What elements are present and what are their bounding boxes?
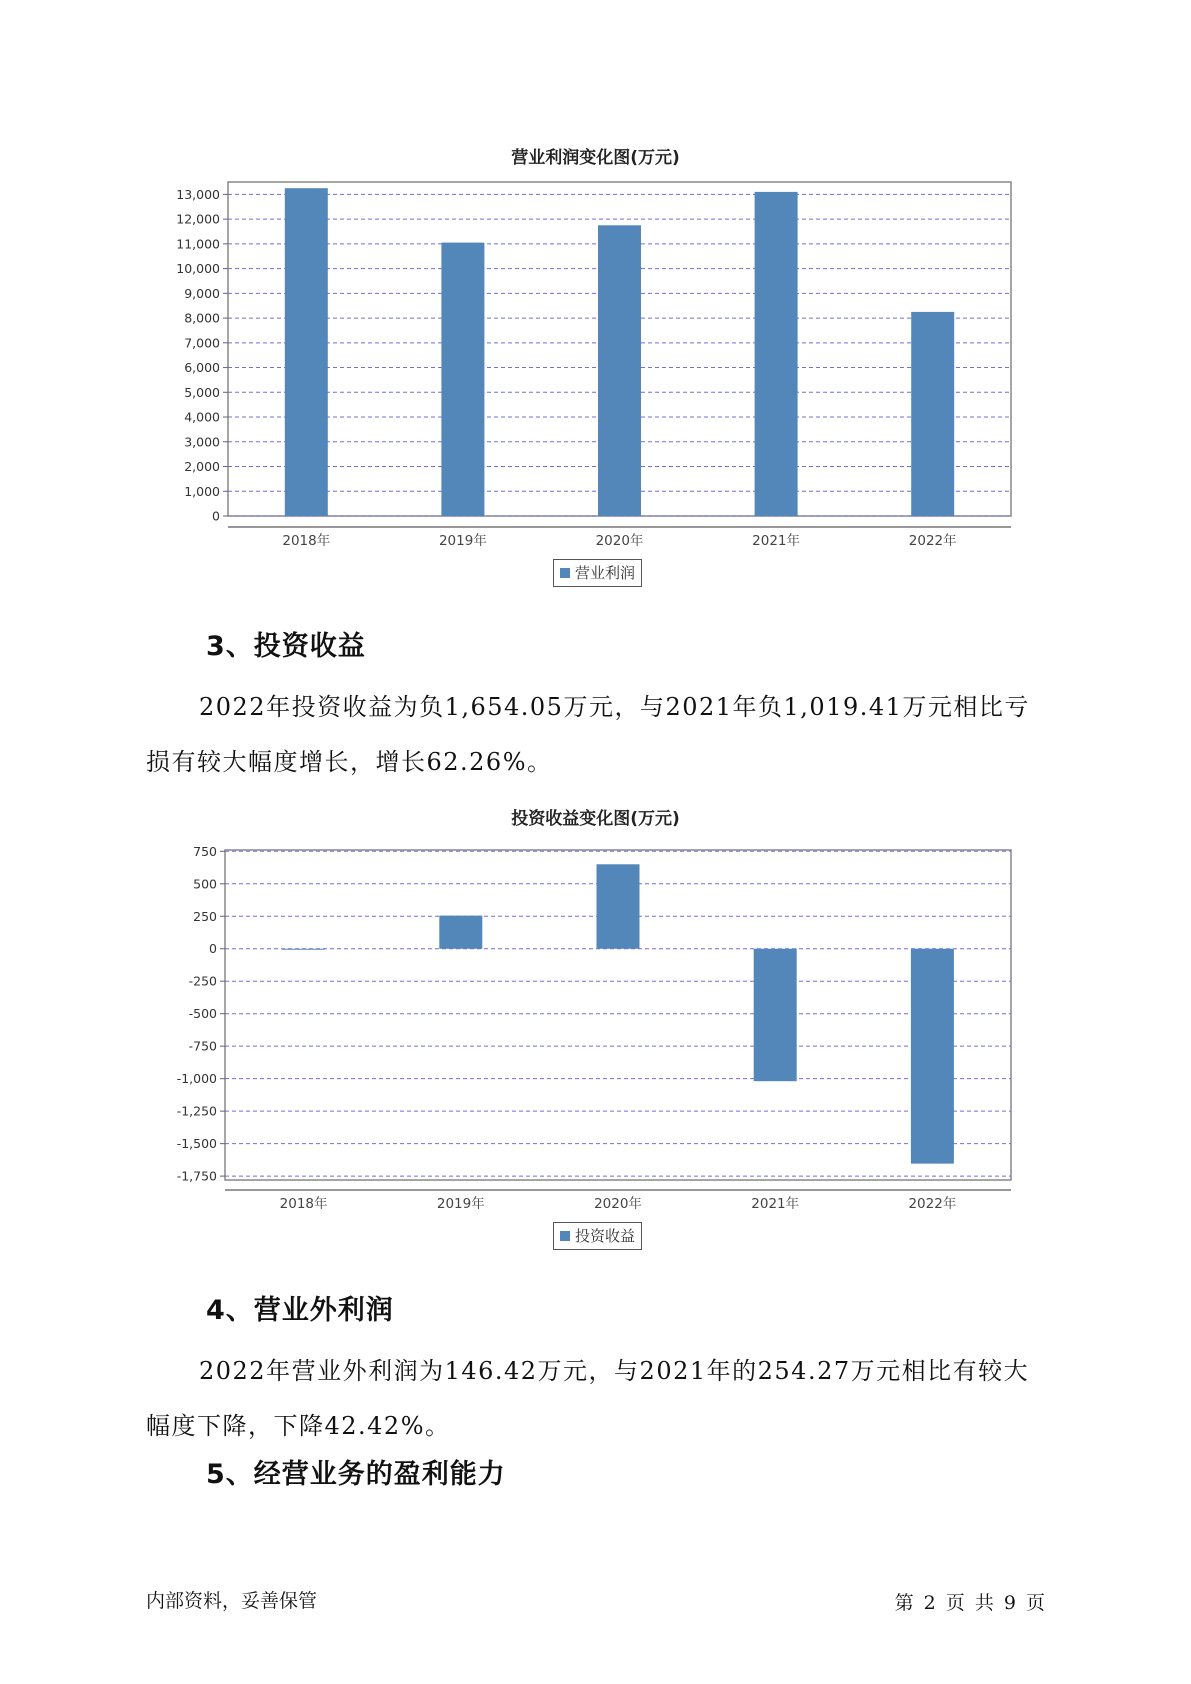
x-tick-label: 2022年 — [908, 1196, 957, 1210]
x-tick-label: 2020年 — [594, 1196, 642, 1210]
x-tick-label: 2018年 — [282, 533, 331, 549]
y-tick-label: 2,000 — [184, 459, 220, 475]
y-tick-label: 7,000 — [184, 335, 220, 351]
footer-page-number: 第 2 页 共 9 页 — [894, 1592, 1045, 1614]
y-tick-label: 9,000 — [184, 285, 220, 301]
bar — [911, 949, 954, 1164]
x-tick-label: 2019年 — [436, 1196, 485, 1210]
section4-heading: 4、营业外利润 — [206, 1295, 394, 1326]
y-tick-label: 13,000 — [176, 186, 220, 202]
y-tick-label: -750 — [188, 1038, 217, 1054]
investment-income-chart — [0, 830, 1191, 1210]
x-tick-label: 2019年 — [438, 533, 487, 549]
legend-swatch-icon — [560, 1231, 570, 1241]
x-tick-label: 2020年 — [595, 533, 644, 549]
section4-line2: 幅度下降，下降42.42%。 — [146, 1412, 451, 1440]
operating-profit-chart — [0, 170, 1191, 590]
chart2-legend — [553, 1222, 642, 1250]
y-tick-label: -1,250 — [176, 1103, 217, 1119]
section5-heading: 5、经营业务的盈利能力 — [206, 1459, 506, 1490]
y-tick-label: -1,500 — [176, 1136, 217, 1152]
section3-heading: 3、投资收益 — [206, 631, 366, 662]
y-tick-label: 11,000 — [176, 236, 220, 252]
x-tick-label: 2018年 — [279, 1196, 328, 1210]
bar — [755, 192, 798, 516]
y-tick-label: -250 — [188, 973, 217, 989]
bar — [282, 949, 325, 950]
y-tick-label: 1,000 — [184, 483, 220, 499]
bar — [598, 225, 641, 516]
section3-line2: 损有较大幅度增长，增长62.26%。 — [146, 748, 553, 776]
bar — [911, 312, 954, 516]
y-tick-label: 12,000 — [176, 211, 220, 227]
x-tick-label: 2021年 — [752, 533, 801, 549]
section3-paragraph — [146, 680, 1046, 790]
section3-line1: 2022年投资收益为负1,654.05万元，与2021年负1,019.41万元相比亏 — [199, 693, 1030, 721]
y-tick-label: 5,000 — [184, 384, 220, 400]
y-tick-label: 8,000 — [184, 310, 220, 326]
footer-confidential-note: 内部资料，妥善保管 — [146, 1590, 318, 1612]
chart1-title: 营业利润变化图(万元) — [511, 148, 680, 168]
y-tick-label: 0 — [212, 508, 220, 524]
chart1-legend-label: 营业利润 — [575, 564, 636, 582]
bar — [754, 949, 797, 1081]
y-tick-label: -1,000 — [176, 1071, 217, 1087]
bar — [441, 243, 484, 516]
bar — [285, 188, 328, 516]
legend-swatch-icon — [560, 568, 570, 578]
bar — [439, 916, 482, 949]
y-tick-label: -1,750 — [176, 1168, 217, 1184]
y-tick-label: 3,000 — [184, 434, 220, 450]
y-tick-label: 0 — [209, 941, 217, 957]
y-tick-label: 10,000 — [176, 261, 220, 277]
y-tick-label: -500 — [188, 1006, 217, 1022]
y-tick-label: 250 — [193, 908, 217, 924]
x-tick-label: 2022年 — [908, 533, 957, 549]
chart2-legend-label: 投资收益 — [575, 1227, 636, 1245]
section4-line1: 2022年营业外利润为146.42万元，与2021年的254.27万元相比有较大 — [199, 1357, 1030, 1385]
y-tick-label: 750 — [193, 843, 217, 859]
y-tick-label: 4,000 — [184, 409, 220, 425]
bar — [597, 864, 640, 948]
y-tick-label: 500 — [193, 876, 217, 892]
chart2-title: 投资收益变化图(万元) — [511, 809, 680, 829]
chart1-legend — [553, 559, 642, 587]
x-tick-label: 2021年 — [751, 1196, 800, 1210]
section4-paragraph — [146, 1344, 1046, 1454]
y-tick-label: 6,000 — [184, 360, 220, 376]
